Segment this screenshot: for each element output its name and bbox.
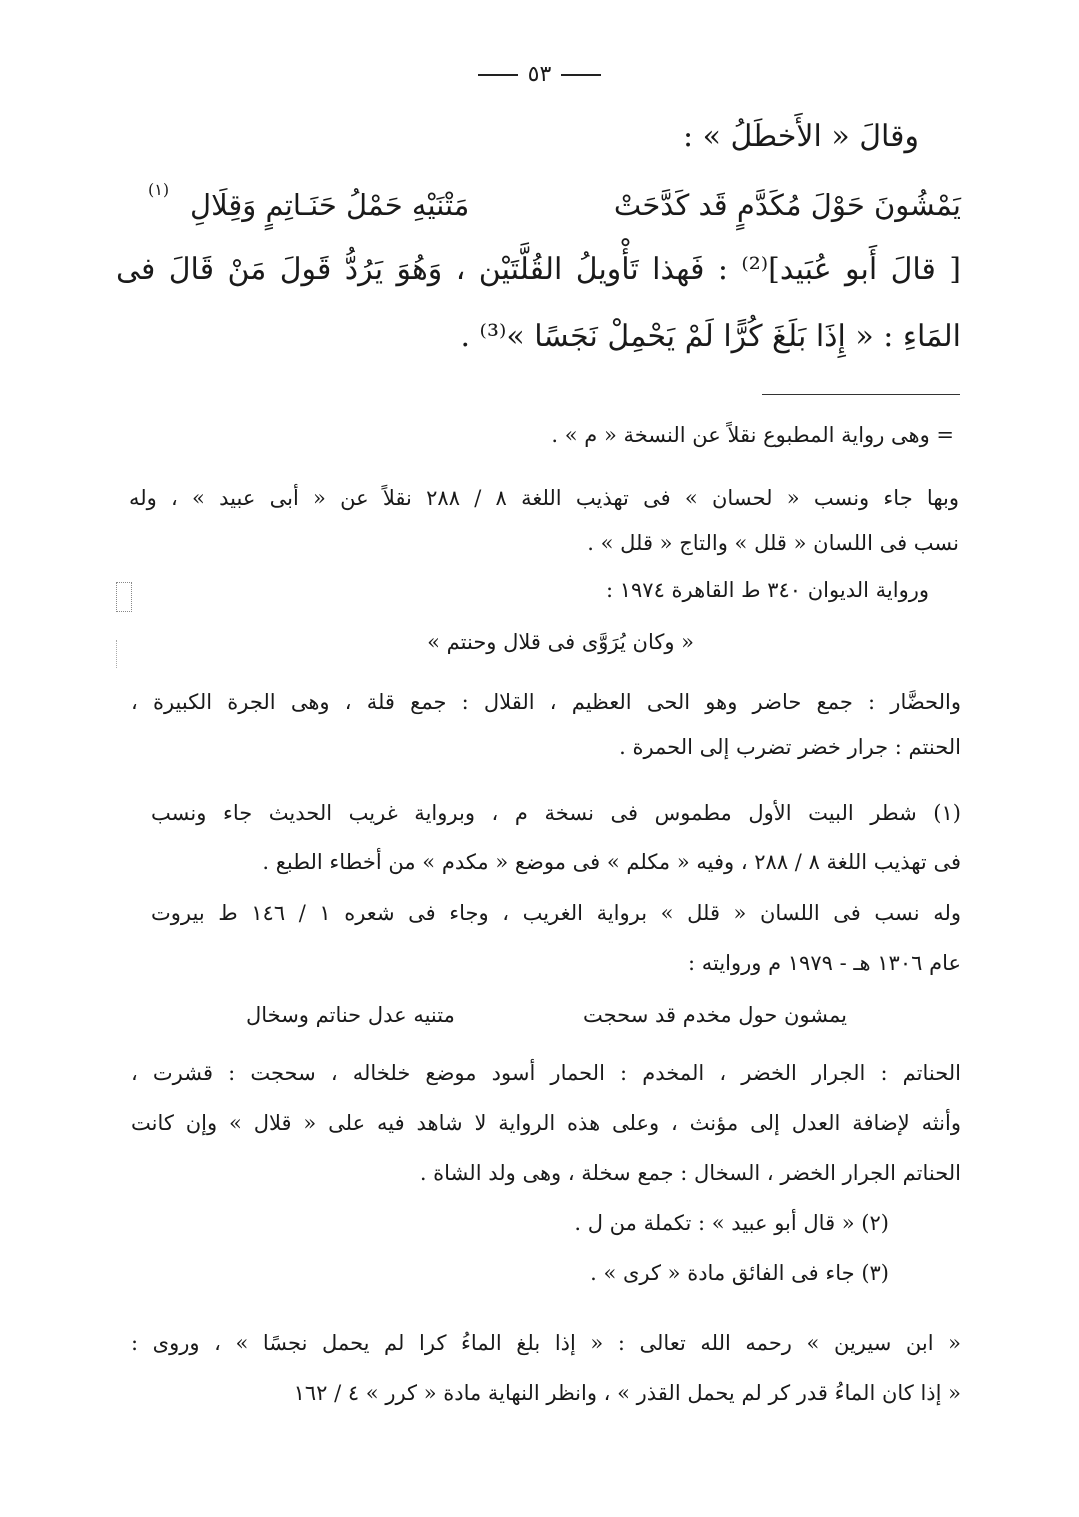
margin-mark (116, 582, 132, 612)
intro-line: وقالَ « الأَخطَلُ » : (682, 119, 919, 154)
note-line-6: والحضَّار : جمع حاضر وهو الحى العظيم ، القلال : جمع قلة ، وهى الجرة الكبيرة ، (131, 690, 961, 714)
verse-footnote-marker: (١) (148, 180, 170, 199)
note-line-17: (٣) جاء فى الفائق مادة « كرى » . (590, 1261, 889, 1285)
note-line-19: « إذا كان الماءُ قدر كر لم يحمل القذر » ، وانظر النهاية مادة « كرر » ٤ / ١٦٢ (293, 1381, 961, 1405)
note-line-4: ورواية الديوان ٣٤٠ ط القاهرة ١٩٧٤ : (605, 578, 929, 602)
abu-ubaid-line: [ قالَ أَبو عُبَيد]⁽²⁾ : فَهذا تَأْويلُ القُلَّتَيْن ، وَهُوَ يَرُدُّ قَولَ مَنْ قَالَ فى (116, 252, 961, 287)
water-line: المَاءِ : « إِذَا بَلَغَ كُرًّا لَمْ يَحْمِلْ نَجَسًا »⁽³⁾ . (460, 319, 961, 354)
page-number: ٥٣ (527, 62, 552, 87)
footnote-separator (762, 394, 960, 395)
note-line-14: وأنثه لإضافة العدل إلى مؤنث ، وعلى هذه الرواية لا شاهد فيه على « قلال » وإن كانت (131, 1111, 961, 1135)
note-line-13: الحناتم : الجرار الخضر ، المخدم : الحمار أسود موضع خلخاله ، سحجت : قشرت ، (131, 1061, 961, 1085)
verse-first-hemistich: يَمْشُونَ حَوْلَ مُكَدَّمٍ قَد كَدَّحَتْ (613, 188, 961, 222)
note-line-9: فى تهذيب اللغة ٨ / ٢٨٨ ، وفيه « مكلم » فى موضع « مكدم » من أخطاء الطبع . (262, 850, 961, 874)
note-line-5: « وكان يُرَوَّى فى قلال وحنتم » (427, 630, 694, 654)
note-verse-first-hemistich: يمشون حول مخدم قد سحجت (583, 1003, 847, 1027)
margin-mark-dotted (116, 640, 131, 668)
note-line-15: الحناتم الجرار الخضر ، السخال : جمع سخلة ، وهى ولد الشاة . (419, 1161, 961, 1185)
verse-second-hemistich: مَتْنَيْهِ حَمْلُ حَنَـاتِمٍ وَقِلَالِ (190, 188, 470, 222)
header-dash-right (561, 74, 601, 76)
note-line-8: (١) شطر البيت الأول مطموس فى نسخة م ، وبرواية غريب الحديث جاء ونسب (151, 801, 961, 825)
note-line-2: وبها جاء ونسب « لحسان » فى تهذيب اللغة ٨ / ٢٨٨ نقلاً عن « أبى عبيد » ، وله (129, 486, 959, 510)
note-line-7: الحنتم : جرار خضر تضرب إلى الحمرة . (619, 735, 961, 759)
note-line-10: وله نسب فى اللسان « قلل » برواية الغريب ، وجاء فى شعره ١ / ١٤٦ ط بيروت (151, 901, 962, 925)
note-line-3: نسب فى اللسان « قلل » والتاج « قلل » . (587, 531, 959, 555)
note-line-18: « ابن سيرين » رحمه الله تعالى : « إذا بلغ الماءُ كرا لم يحمل نجسًا » ، وروى : (131, 1331, 961, 1355)
note-verse-second-hemistich: متنيه عدل حناتم وسخال (246, 1003, 455, 1027)
page-header (0, 62, 1079, 87)
note-line-16: (٢) « قال أبو عبيد » : تكملة من ل . (574, 1211, 889, 1235)
header-dash-left (478, 74, 518, 76)
note-line-1: = وهى رواية المطبوع نقلاً عن النسخة « م » . (551, 423, 954, 447)
note-line-11: عام ١٣٠٦ هـ - ١٩٧٩ م وروايته : (687, 951, 961, 975)
